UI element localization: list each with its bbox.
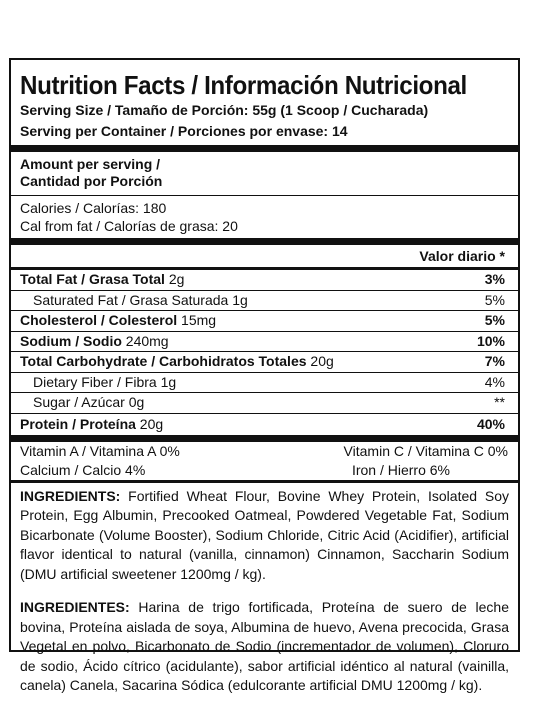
nutrient-dv: 3% — [484, 271, 505, 287]
vitamin-a: Vitamin A / Vitamina A 0% — [20, 442, 180, 459]
servings-per-container: Serving per Container / Porciones por envase: 14 — [20, 123, 348, 139]
nutrient-dv: 10% — [476, 332, 505, 349]
ingredients-text-es: Harina de trigo fortificada, Proteína de suero de leche bovina, Proteína aislada de soya, Albumina de huevo, Avena precocida, Grasa Vegetal en polvo, Bicarbonato de Sodio (incrementador de volumen), Cloruro de sodio, Ácido cítrico (acidulante), sabor artificial idéntico al natural (vainilla, canela) Canela, Sacarina Sódica (edulcorante artificial DMU 1200mg / kg). — [20, 599, 509, 693]
nutrient-row-total-fat — [11, 270, 518, 290]
calories: Calories / Calorías: 180 — [20, 200, 167, 216]
nutrient-row-saturated-fat — [11, 291, 518, 311]
nutrient-dv: 7% — [484, 353, 505, 369]
nutrient-name: Total Fat / Grasa Total — [20, 271, 165, 287]
nutrient-name: Sodium / Sodio — [20, 332, 122, 349]
label-title: Nutrition Facts / Información Nutricional — [20, 70, 467, 100]
vitamin-row-1 — [11, 442, 518, 461]
nutrient-amount: 2g — [164, 271, 185, 287]
vitamin-row-2 — [11, 461, 518, 480]
nutrient-row-protein — [11, 414, 518, 435]
calories-from-fat: Cal from fat / Calorías de grasa: 20 — [20, 218, 238, 234]
nutrient-dv: 40% — [476, 415, 505, 432]
nutrient-amount: 20g — [135, 415, 164, 432]
nutrient-amount: 15mg — [177, 312, 217, 328]
nutrient-row-total-carbohydrate — [11, 352, 518, 372]
nutrient-dv: ** — [494, 394, 505, 410]
daily-value-header: Valor diario * — [419, 248, 505, 264]
ingredients-spanish — [11, 584, 518, 696]
iron: Iron / Hierro 6% — [351, 461, 450, 478]
nutrient-dv: 5% — [484, 291, 505, 308]
ingredients-english — [11, 483, 518, 585]
nutrient-name: Dietary Fiber / Fibra 1g — [33, 373, 177, 390]
nutrient-name: Protein / Proteína — [20, 415, 136, 432]
amount-per-serving-en: Amount per serving / — [20, 156, 161, 172]
nutrient-dv: 4% — [484, 373, 505, 390]
nutrient-row-sugar — [11, 393, 518, 413]
nutrient-name: Total Carbohydrate / Carbohidratos Totales — [20, 353, 307, 369]
serving-size: Serving Size / Tamaño de Porción: 55g (1 Scoop / Cucharada) — [20, 102, 429, 118]
ingredients-heading-es: INGREDIENTES: — [20, 599, 130, 615]
nutrient-row-cholesterol — [11, 311, 518, 331]
ingredients-text-en: Fortified Wheat Flour, Bovine Whey Protein, Isolated Soy Protein, Egg Albumin, Precooked Oatmeal, Powdered Vegetable Fat, Sodium Bicarbonate (Volume Booster), Sodium Chloride, Citric Acid (Acidifier), artificial flavor identical to natural (vanilla, cinnamon) Cinnamon, Saccharin Sodium (DMU artificial sweetener 1200mg / kg). — [20, 487, 509, 582]
nutrient-name: Cholesterol / Colesterol — [20, 312, 178, 328]
nutrient-amount: 240mg — [121, 332, 169, 349]
nutrient-name: Saturated Fat / Grasa Saturada 1g — [33, 291, 248, 308]
nutrient-dv: 5% — [484, 312, 505, 328]
nutrient-amount: 20g — [306, 353, 334, 369]
nutrient-row-dietary-fiber — [11, 373, 518, 393]
nutrition-facts-label — [9, 58, 520, 693]
vitamin-c: Vitamin C / Vitamina C 0% — [343, 442, 508, 459]
amount-per-serving-es: Cantidad por Porción — [20, 173, 163, 189]
amount-per-serving — [11, 152, 518, 195]
nutrient-name: Sugar / Azúcar 0g — [33, 394, 145, 410]
ingredients-heading-en: INGREDIENTS: — [20, 487, 121, 504]
calcium: Calcium / Calcio 4% — [20, 461, 146, 478]
calories-block — [11, 196, 518, 238]
nutrient-row-sodium — [11, 332, 518, 352]
